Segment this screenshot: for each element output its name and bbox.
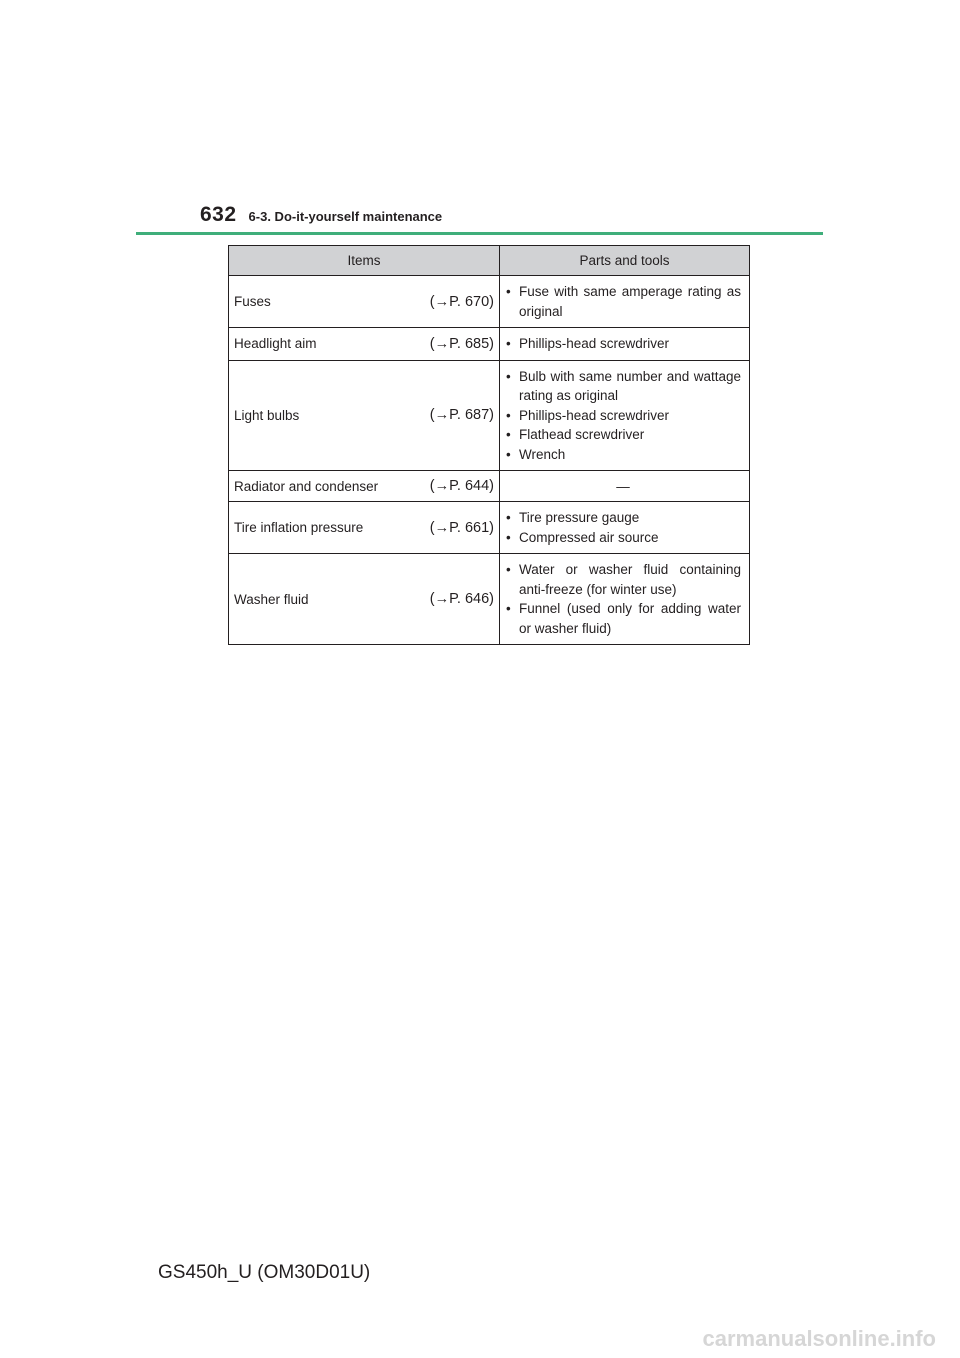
item-cell xyxy=(229,471,500,502)
tools-cell xyxy=(500,328,750,361)
tool-item: • Funnel (used only for adding water or washer fluid) xyxy=(505,599,741,638)
item-label: Headlight aim xyxy=(234,336,317,352)
header-rule xyxy=(136,232,823,235)
tool-item: • Tire pressure gauge xyxy=(505,508,741,528)
item-cell xyxy=(229,554,500,645)
tools-list xyxy=(505,282,741,321)
table-row xyxy=(229,328,750,361)
page-reference: (→P. 661) xyxy=(429,519,494,536)
tools-list xyxy=(505,508,741,547)
watermark: carmanualsonline.info xyxy=(702,1326,936,1351)
tools-cell xyxy=(500,471,750,502)
page-number: 632 xyxy=(200,203,237,226)
tool-item: • Flathead screwdriver xyxy=(505,425,741,445)
page-reference: (→P. 687) xyxy=(429,407,494,424)
section-title: 6-3. Do-it-yourself maintenance xyxy=(248,209,443,224)
item-label: Light bulbs xyxy=(234,407,300,423)
tool-item: • Wrench xyxy=(505,445,741,465)
item-cell xyxy=(229,328,500,361)
page-reference: (→P. 644) xyxy=(429,478,494,494)
page-reference: (→P. 646) xyxy=(429,591,494,607)
tools-list xyxy=(505,334,741,354)
tool-item: • Fuse with same amperage rating as original xyxy=(505,282,741,321)
item-cell xyxy=(229,502,500,554)
tool-item: • Phillips-head screwdriver xyxy=(505,406,741,426)
tools-list xyxy=(505,367,741,465)
table-row xyxy=(229,471,750,502)
item-label: Tire inflation pressure xyxy=(234,520,364,535)
tool-item: • Phillips-head screwdriver xyxy=(505,334,741,354)
tool-item: • Water or washer fluid containing anti-freeze (for winter use) xyxy=(505,560,741,599)
page-reference: (→P. 685) xyxy=(429,335,494,352)
model-code-footer: GS450h_U (OM30D01U) xyxy=(158,1262,371,1283)
table-row xyxy=(229,554,750,645)
table-header-row xyxy=(229,246,750,276)
page-header xyxy=(200,203,442,231)
tools-cell xyxy=(500,502,750,554)
table-row xyxy=(229,276,750,328)
no-tools-dash: — xyxy=(616,478,630,494)
table-row xyxy=(229,502,750,554)
tools-cell xyxy=(500,360,750,471)
tools-list xyxy=(505,560,741,638)
item-label: Washer fluid xyxy=(234,591,309,607)
table-row xyxy=(229,360,750,471)
item-cell xyxy=(229,360,500,471)
item-label: Radiator and condenser xyxy=(234,478,379,494)
tool-item: • Compressed air source xyxy=(505,528,741,548)
column-header-items: Items xyxy=(229,246,500,276)
item-cell xyxy=(229,276,500,328)
maintenance-table xyxy=(228,245,750,645)
tool-item: • Bulb with same number and wattage rating as original xyxy=(505,367,741,406)
item-label: Fuses xyxy=(234,294,271,309)
tools-cell xyxy=(500,276,750,328)
page-reference: (→P. 670) xyxy=(429,293,494,310)
column-header-parts-and-tools: Parts and tools xyxy=(500,246,750,276)
tools-cell xyxy=(500,554,750,645)
